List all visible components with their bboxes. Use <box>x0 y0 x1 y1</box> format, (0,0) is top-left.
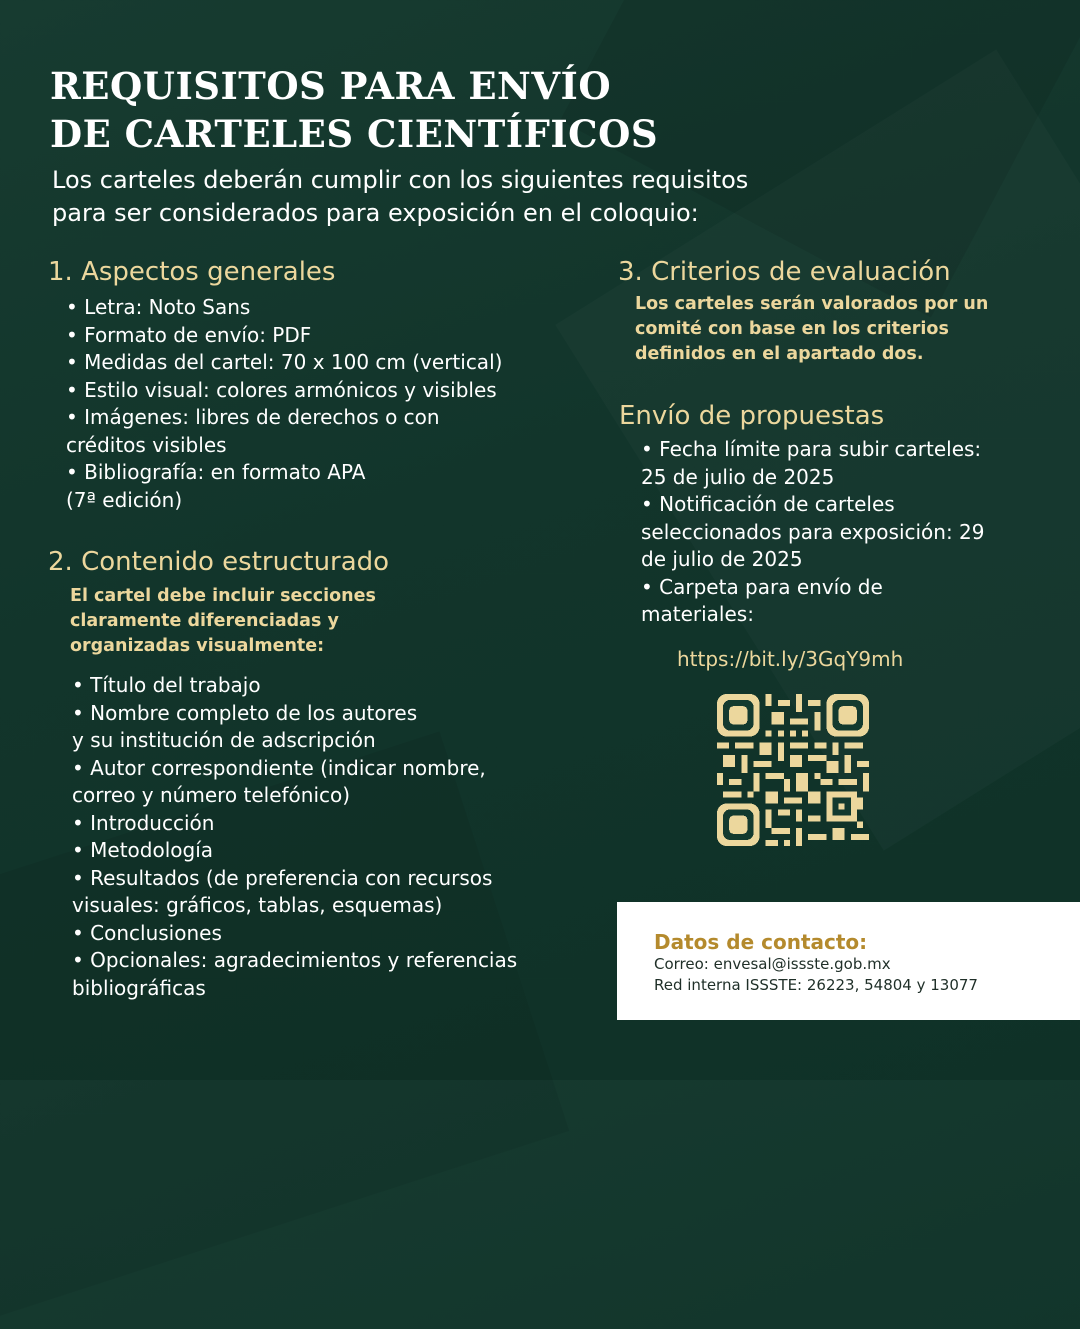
section-general-title: 1. Aspectos generales <box>48 257 336 287</box>
section-evaluation-title: 3. Criterios de evaluación <box>618 257 951 287</box>
section-content-title: 2. Contenido estructurado <box>48 547 390 577</box>
section-general-list <box>66 294 502 514</box>
list-item: • Carpeta para envío de <box>641 574 883 599</box>
list-item: • Título del trabajo <box>72 673 261 697</box>
qr-code-icon[interactable] <box>717 694 869 846</box>
list-item: créditos visibles <box>66 432 227 457</box>
lead-line: comité con base en los criterios <box>635 319 949 339</box>
page-title-line: REQUISITOS PARA ENVÍO <box>50 64 612 108</box>
list-item: correo y número telefónico) <box>72 783 351 807</box>
list-item: • Imágenes: libres de derechos o con <box>66 405 440 429</box>
list-item: 25 de julio de 2025 <box>641 464 835 489</box>
page-subtitle-line: Los carteles deberán cumplir con los siguientes requisitos <box>52 166 749 194</box>
list-item: • Bibliografía: en formato APA <box>66 460 366 484</box>
page-title <box>50 62 750 158</box>
lead-line: claramente diferenciadas y <box>70 611 339 631</box>
contact-box <box>617 902 1080 1020</box>
section-evaluation-lead <box>635 292 988 367</box>
list-item: • Medidas del cartel: 70 x 100 cm (vertical) <box>66 350 503 374</box>
list-item: • Opcionales: agradecimientos y referencias <box>72 948 518 972</box>
contact-title: Datos de contacto: <box>654 930 868 954</box>
list-item: • Introducción <box>72 810 215 835</box>
section-content-list <box>72 672 517 1002</box>
list-item: • Autor correspondiente (indicar nombre, <box>72 755 486 780</box>
list-item: • Fecha límite para subir carteles: <box>641 437 982 461</box>
section-submission-list <box>641 436 985 629</box>
list-item: • Conclusiones <box>72 920 222 945</box>
list-item: • Notificación de carteles <box>641 492 895 516</box>
list-item: materiales: <box>641 602 754 626</box>
page-subtitle-line: para ser considerados para exposición en el coloquio: <box>52 199 699 227</box>
page-title-line: DE CARTELES CIENTÍFICOS <box>50 112 659 156</box>
lead-line: Los carteles serán valorados por un <box>635 294 989 314</box>
lead-line: definidos en el apartado dos. <box>635 344 924 364</box>
lead-line: organizadas visualmente: <box>70 636 325 656</box>
list-item: • Formato de envío: PDF <box>66 322 312 347</box>
page-subtitle <box>52 164 852 230</box>
submission-url-link[interactable]: https://bit.ly/3GqY9mh <box>677 647 904 671</box>
list-item: • Resultados (de preferencia con recursos <box>72 865 493 890</box>
list-item: bibliográficas <box>72 975 206 1000</box>
contact-phone: Red interna ISSSTE: 26223, 54804 y 13077 <box>654 976 978 994</box>
list-item: • Metodología <box>72 838 214 862</box>
list-item: • Nombre completo de los autores <box>72 700 418 725</box>
list-item: de julio de 2025 <box>641 547 803 571</box>
list-item: seleccionados para exposición: 29 <box>641 519 985 544</box>
list-item: • Estilo visual: colores armónicos y visibles <box>66 377 497 402</box>
lead-line: El cartel debe incluir secciones <box>70 586 376 606</box>
section-submission-title: Envío de propuestas <box>619 401 885 431</box>
contact-email[interactable]: Correo: envesal@issste.gob.mx <box>654 955 891 973</box>
list-item: visuales: gráficos, tablas, esquemas) <box>72 893 443 917</box>
section-content-lead <box>70 584 376 659</box>
list-item: • Letra: Noto Sans <box>66 295 251 319</box>
list-item: (7ª edición) <box>66 487 183 512</box>
list-item: y su institución de adscripción <box>72 728 376 752</box>
